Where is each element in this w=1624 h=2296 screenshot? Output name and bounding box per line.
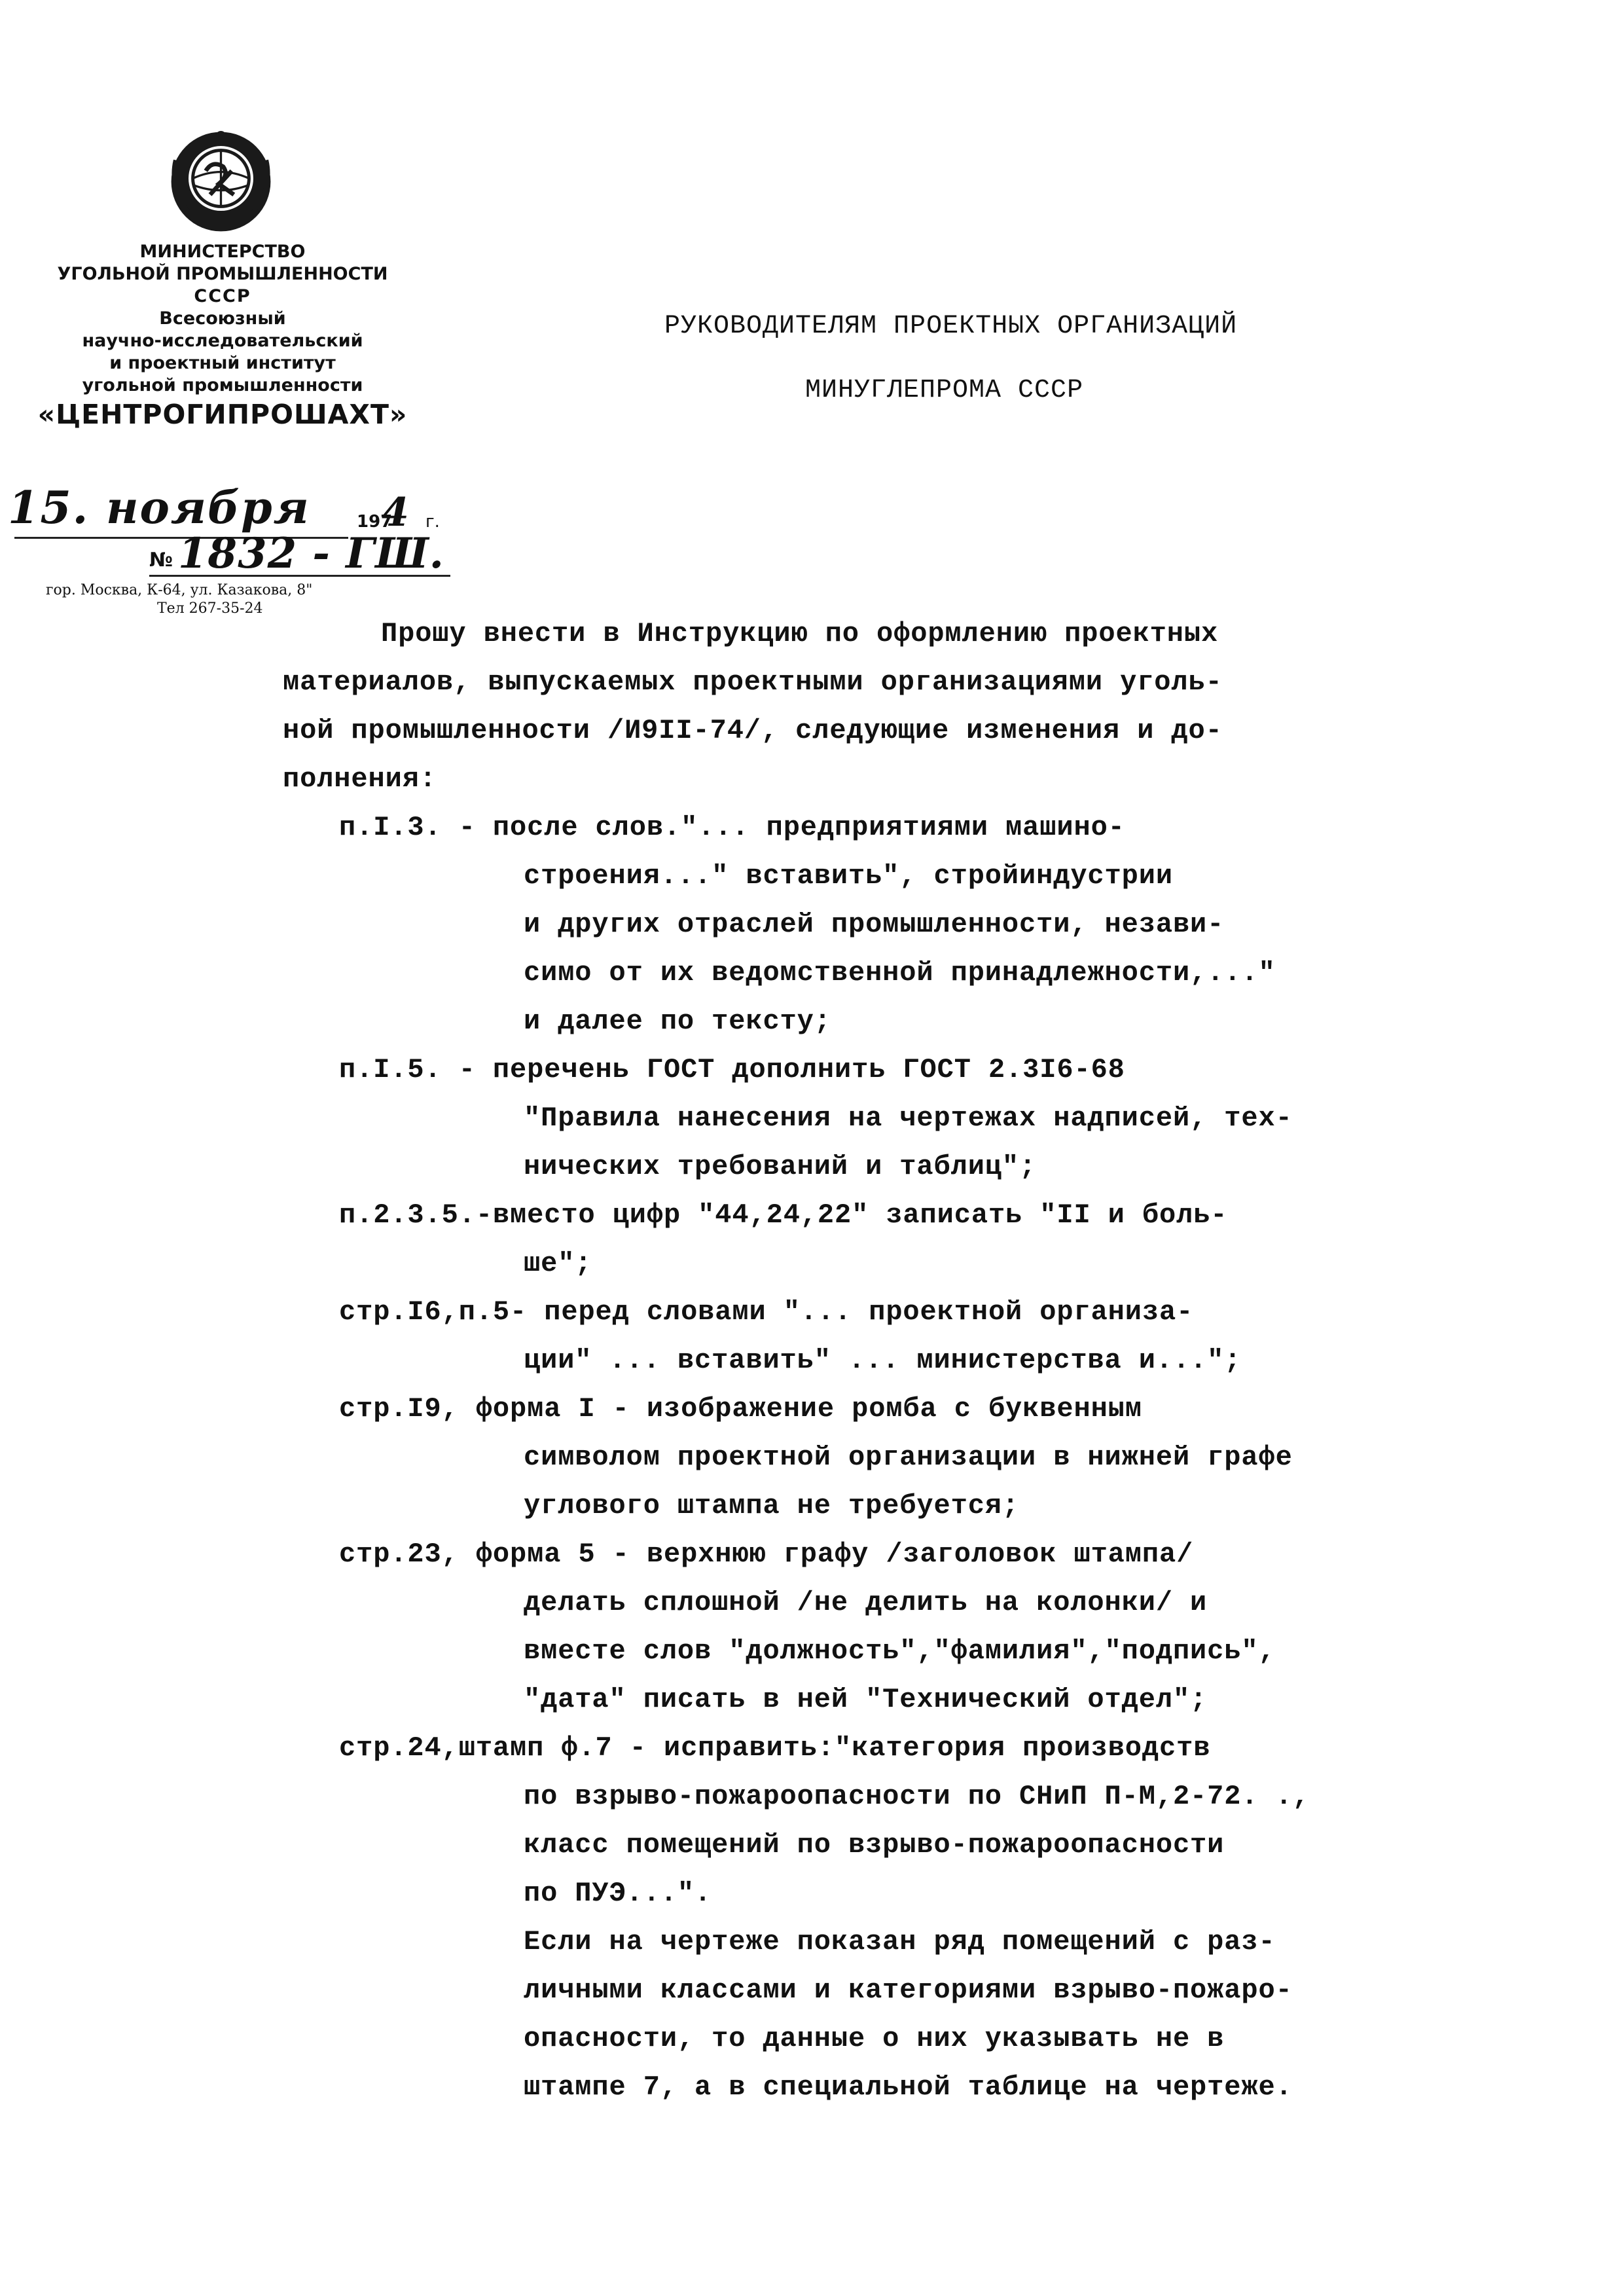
body-line: вместе слов "должность","фамилия","подпись", — [524, 1635, 1276, 1667]
letterhead-industry: УГОЛЬНОЙ ПРОМЫШЛЕННОСТИ — [57, 264, 388, 284]
body-line: класс помещений по взрыво-пожароопасности — [524, 1829, 1225, 1861]
body-line: стр.I6,п.5- перед словами "... проектной организа- — [339, 1296, 1194, 1328]
body-line: ции" ... вставить" ... министерства и..."; — [524, 1345, 1242, 1376]
body-line: п.I.3. - после слов."... предприятиями машино- — [339, 812, 1125, 843]
body-line: штампе 7, а в специальной таблице на чертеже. — [524, 2071, 1293, 2103]
handwritten-year: 4 — [382, 490, 409, 536]
body-line: п.2.3.5.-вместо цифр "44,24,22" записать "II и боль- — [339, 1199, 1228, 1231]
body-line: стр.24,штамп ф.7 - исправить:"категория производств — [339, 1732, 1211, 1764]
addressee-line-1: РУКОВОДИТЕЛЯМ ПРОЕКТНЫХ ОРГАНИЗАЦИЙ — [664, 312, 1238, 341]
body-line: личными классами и категориями взрыво-пожаро- — [524, 1975, 1293, 2006]
body-line: п.I.5. - перечень ГОСТ дополнить ГОСТ 2.3I6-68 — [339, 1054, 1125, 1085]
body-line: опасности, то данные о них указывать не в — [524, 2023, 1225, 2054]
body-line: стр.I9, форма I - изображение ромба с буквенным — [339, 1393, 1142, 1425]
state-emblem-icon — [167, 128, 275, 236]
body-line: по ПУЭ...". — [524, 1878, 712, 1909]
body-line: символом проектной организации в нижней графе — [524, 1442, 1293, 1473]
letterhead-coal-industry: угольной промышленности — [82, 375, 363, 395]
letterhead-country: СССР — [194, 286, 251, 306]
handwritten-date: 15. ноября — [8, 482, 310, 534]
institute-address — [46, 581, 312, 618]
institute-name: «ЦЕНТРОГИПРОШАХТ» — [37, 399, 408, 430]
addressee-line-2: МИНУГЛЕПРОМА СССР — [805, 376, 1084, 405]
letterhead-ministry: МИНИСТЕРСТВО — [139, 242, 306, 262]
body-line: делать сплошной /не делить на колонки/ и — [524, 1587, 1208, 1618]
body-line: стр.23, форма 5 - верхнюю графу /заголовок штампа/ — [339, 1539, 1194, 1570]
number-underline — [149, 575, 450, 577]
phone-line: Тел 267-35-24 — [157, 600, 263, 617]
year-suffix: г. — [425, 512, 440, 532]
address-line: гор. Москва, К-64, ул. Казакова, 8" — [46, 582, 313, 598]
year-prefix: 197 — [357, 512, 393, 532]
letterhead-allunion: Всесоюзный — [159, 308, 286, 329]
body-line: ной промышленности /И9II-74/, следующие изменения и до- — [283, 715, 1223, 746]
body-line: Прошу внести в Инструкцию по оформлению проектных — [381, 618, 1219, 649]
body-line: строения..." вставить", стройиндустрии — [524, 860, 1173, 892]
letterhead — [26, 241, 419, 431]
body-line: "дата" писать в ней "Технический отдел"; — [524, 1684, 1208, 1715]
body-line: материалов, выпускаемых проектными организациями уголь- — [283, 666, 1223, 698]
body-line: углового штампа не требуется; — [524, 1490, 1020, 1522]
body-line: "Правила нанесения на чертежах надписей, тех- — [524, 1102, 1293, 1134]
handwritten-number: 1832 - ГШ. — [178, 529, 444, 578]
body-line: по взрыво-пожароопасности по СНиП П-М,2-72. ., — [524, 1781, 1310, 1812]
number-prefix: № — [149, 549, 173, 572]
body-line: полнения: — [283, 763, 437, 795]
body-line: симо от их ведомственной принадлежности,..." — [524, 957, 1276, 989]
body-line: ше"; — [524, 1248, 592, 1279]
body-line: нических требований и таблиц"; — [524, 1151, 1037, 1182]
letterhead-research: научно-исследовательский — [82, 331, 363, 351]
body-line: Если на чертеже показан ряд помещений с раз- — [524, 1926, 1276, 1958]
body-line: и других отраслей промышленности, незави- — [524, 909, 1225, 940]
letterhead-design-institute: и проектный институт — [109, 353, 336, 373]
body-line: и далее по тексту; — [524, 1006, 831, 1037]
